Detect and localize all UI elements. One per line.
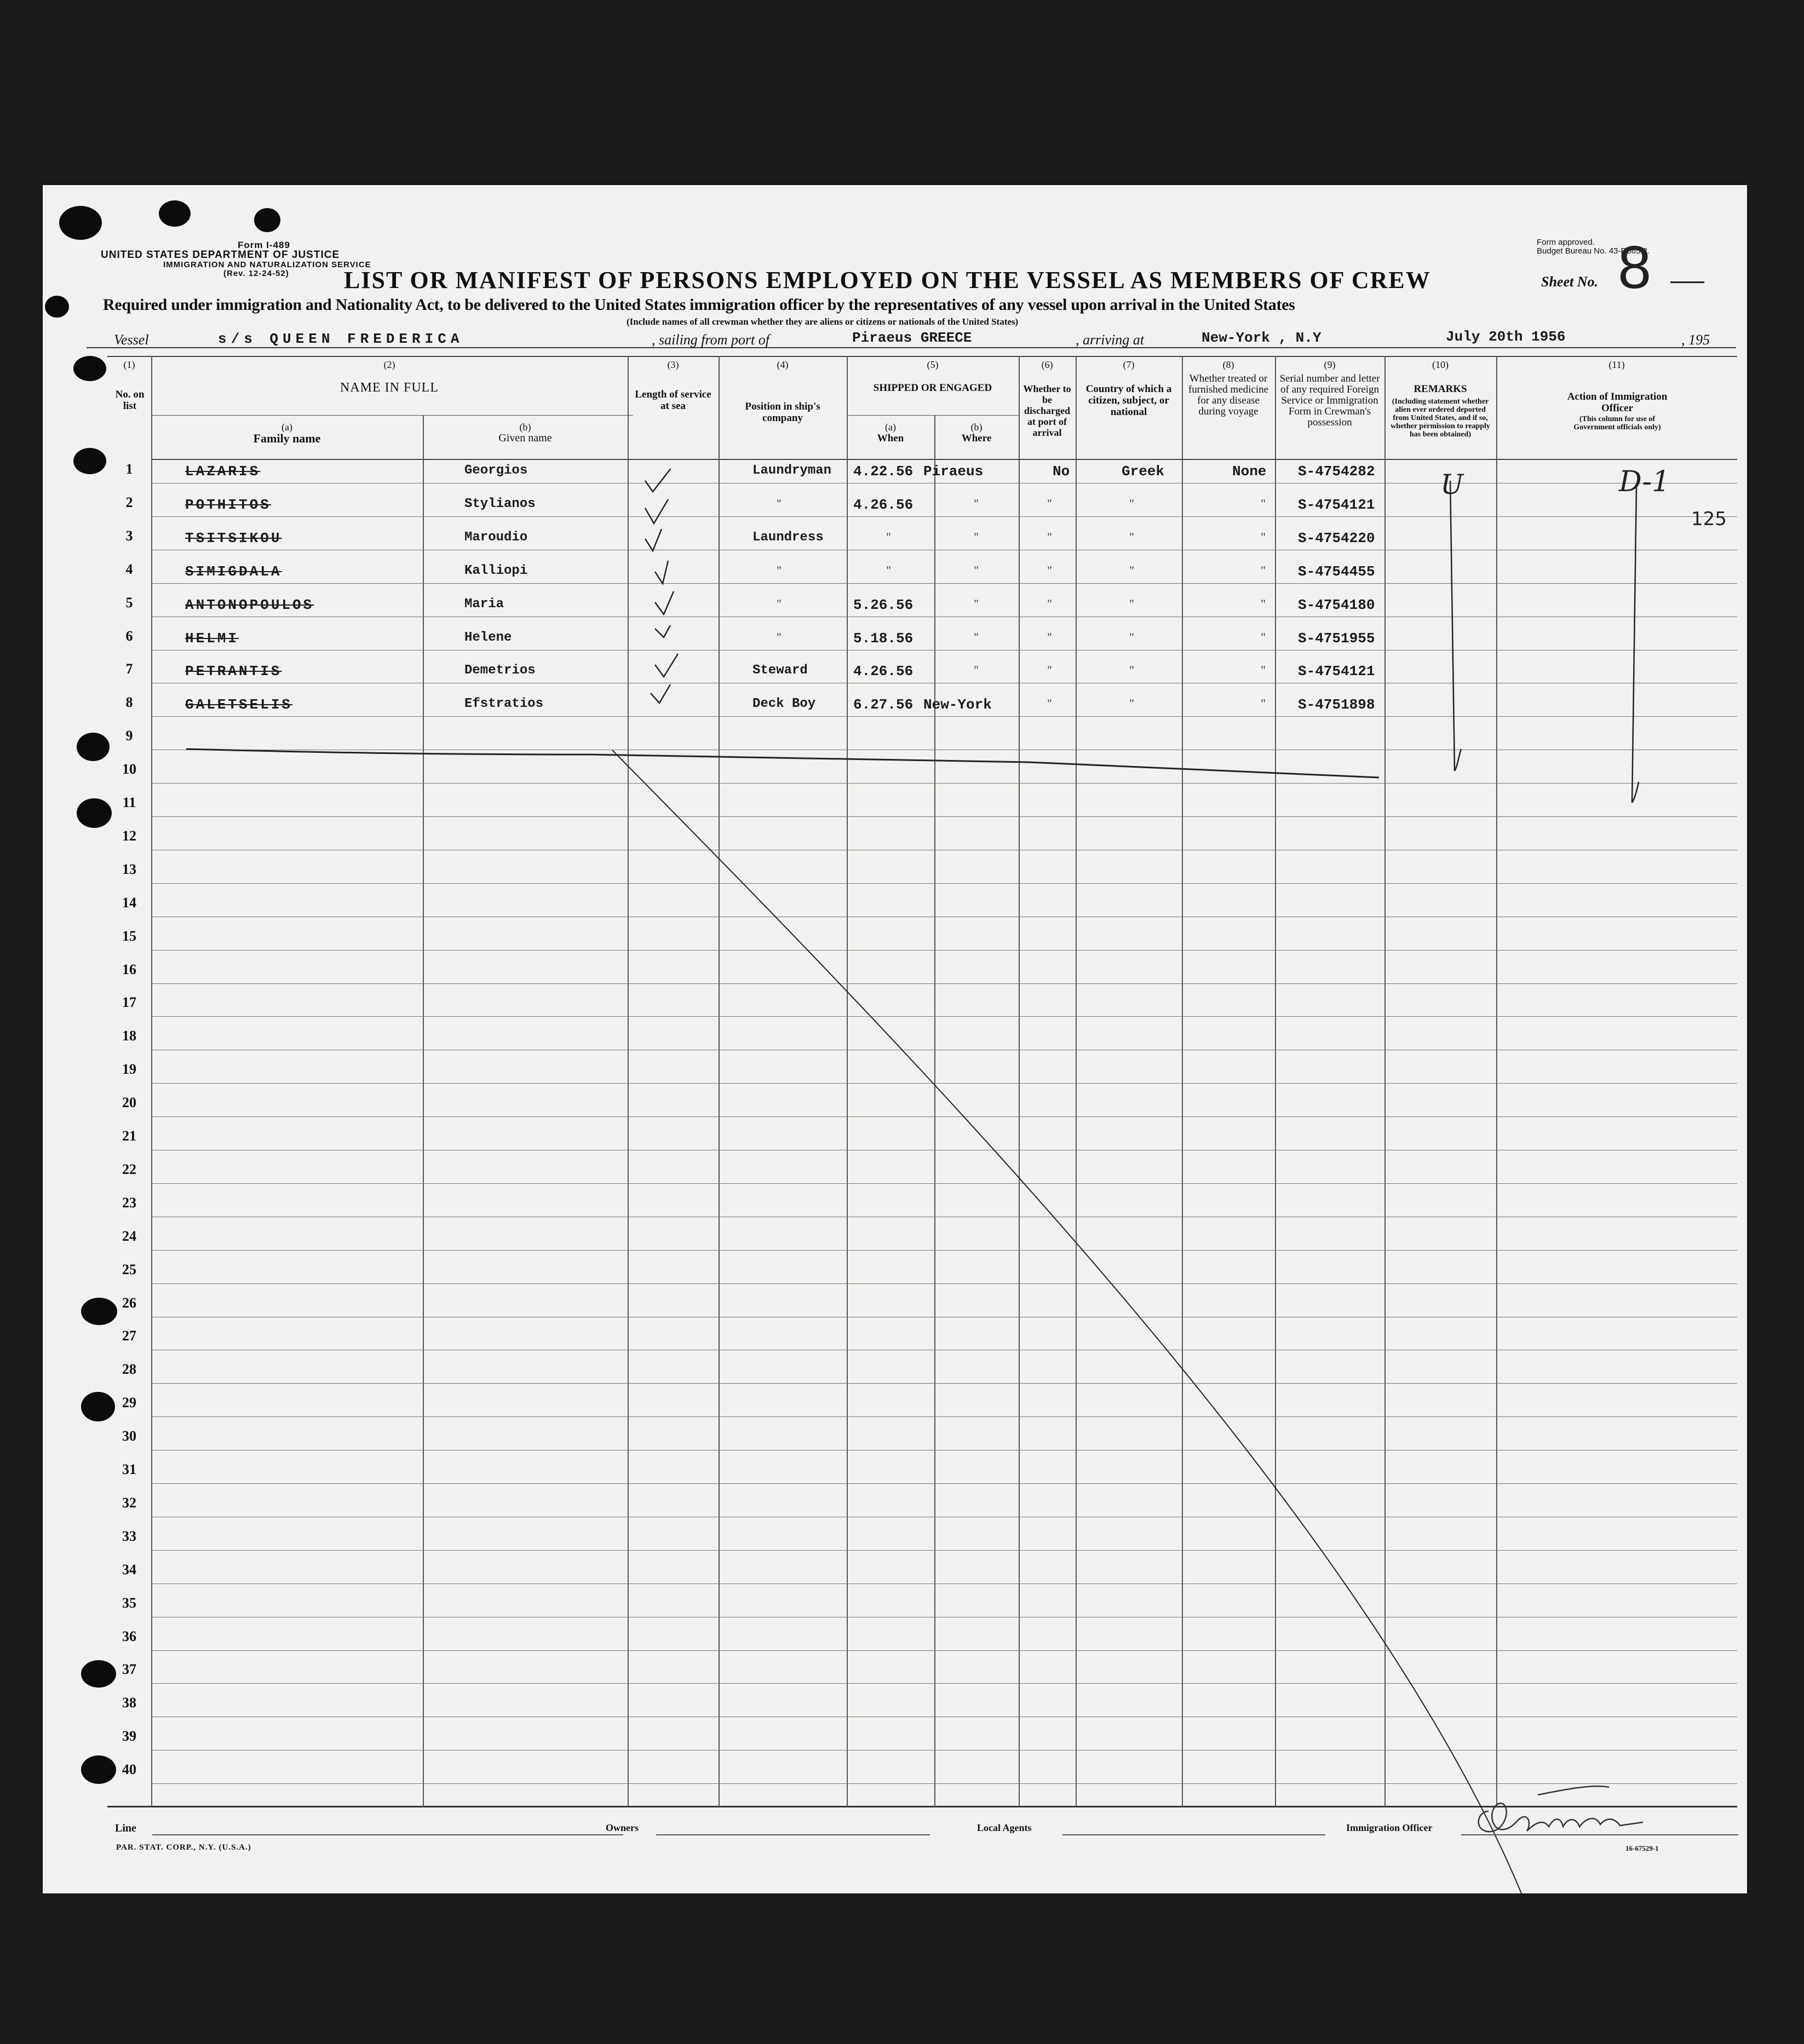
row-number: 25 bbox=[122, 1261, 136, 1277]
row-number: 22 bbox=[122, 1161, 136, 1177]
row-number: 26 bbox=[122, 1294, 136, 1311]
row-number: 14 bbox=[122, 894, 136, 911]
country-cell: " bbox=[1129, 663, 1134, 677]
manifest-sheet bbox=[43, 185, 1747, 1893]
medicine-cell: " bbox=[1261, 630, 1266, 644]
col1-number: (1) bbox=[123, 359, 135, 370]
col5-header: SHIPPED OR ENGAGED bbox=[873, 382, 992, 394]
budget-bureau: Budget Bureau No. 43-R065.2. bbox=[1537, 246, 1650, 256]
owners-label: Owners bbox=[606, 1822, 639, 1833]
country-cell: Greek bbox=[1122, 463, 1165, 480]
row-number: 34 bbox=[122, 1561, 136, 1577]
row-number: 2 bbox=[125, 494, 133, 510]
row-number: 28 bbox=[122, 1361, 136, 1378]
serial-number-cell: S-4754180 bbox=[1298, 596, 1375, 613]
shipped-where-cell: New-York bbox=[923, 696, 992, 713]
row-number: 11 bbox=[122, 794, 136, 810]
shipped-where-cell: " bbox=[974, 663, 979, 677]
col10-number: (10) bbox=[1432, 359, 1449, 370]
department-name: UNITED STATES DEPARTMENT OF JUSTICE bbox=[101, 249, 340, 261]
shipped-where-cell: " bbox=[974, 529, 979, 544]
action-handwritten-mark: D-1 bbox=[1619, 465, 1670, 498]
manifest-title: LIST OR MANIFEST OF PERSONS EMPLOYED ON THE VESSEL AS MEMBERS OF CREW bbox=[344, 267, 1431, 293]
closing-lines bbox=[43, 185, 1747, 1893]
serial-number-cell: S-4754121 bbox=[1298, 496, 1375, 513]
row-number: 38 bbox=[122, 1695, 136, 1711]
discharged-cell: No bbox=[1053, 463, 1070, 480]
given-name-cell: Maria bbox=[464, 596, 504, 612]
medicine-cell: " bbox=[1261, 663, 1266, 677]
medicine-cell: None bbox=[1232, 463, 1267, 480]
given-name-cell: Efstratios bbox=[464, 696, 544, 712]
position-cell: " bbox=[777, 630, 782, 644]
position-cell: " bbox=[777, 563, 782, 577]
row-number: 20 bbox=[122, 1095, 136, 1111]
row-number: 3 bbox=[125, 527, 133, 544]
col9-header: Serial number and letter of any required Foreign Service or Immigration Form in Crewman's possession bbox=[1279, 373, 1380, 428]
col3-header: Length of service at sea bbox=[635, 389, 711, 412]
local-agents-label: Local Agents bbox=[977, 1822, 1032, 1833]
medicine-cell: " bbox=[1261, 496, 1266, 510]
form-number: Form I-489 bbox=[238, 240, 290, 250]
shipped-where-cell: Piraeus bbox=[923, 463, 984, 480]
given-name-cell: Georgios bbox=[464, 463, 528, 478]
discharged-cell: " bbox=[1047, 630, 1052, 644]
year-suffix: , 195 bbox=[1681, 332, 1710, 348]
sailing-port: Piraeus GREECE bbox=[852, 330, 972, 346]
col10-note: (Including statement whether alien ever ordered deported from United States, and if so, whether permission to reapply has been obtained) bbox=[1391, 398, 1490, 439]
given-name-cell: Demetrios bbox=[464, 663, 536, 678]
sailing-label: , sailing from port of bbox=[652, 332, 770, 348]
remarks-handwritten-mark: U bbox=[1440, 469, 1464, 500]
diagonal-cancel-line bbox=[612, 750, 1521, 1893]
row-number: 16 bbox=[122, 961, 136, 977]
family-name-cell: POTHITOS bbox=[185, 496, 271, 513]
medicine-cell: " bbox=[1261, 596, 1266, 611]
serial-number-cell: S-4754455 bbox=[1298, 563, 1375, 580]
officer-signature bbox=[1467, 1778, 1653, 1850]
row-number: 5 bbox=[125, 594, 133, 611]
col5a-header: When bbox=[877, 433, 904, 444]
col5b-header: Where bbox=[961, 433, 992, 444]
col11-number: (11) bbox=[1608, 359, 1625, 370]
col11-note: (This column for use of Government officials only) bbox=[1573, 415, 1661, 431]
col2a-number: (a) bbox=[281, 422, 292, 433]
row-number: 36 bbox=[122, 1628, 136, 1644]
position-cell: " bbox=[777, 596, 782, 611]
row-number: 29 bbox=[122, 1395, 136, 1411]
arrival-date: July 20th 1956 bbox=[1446, 329, 1566, 345]
margin-stamp-number: 125 bbox=[1691, 508, 1727, 530]
vessel-name: s/s QUEEN FREDERICA bbox=[218, 331, 464, 347]
col2b-header: Given name bbox=[498, 432, 552, 444]
shipped-where-cell: " bbox=[974, 496, 979, 510]
position-cell: " bbox=[777, 496, 782, 510]
form-approved: Form approved. bbox=[1537, 238, 1595, 247]
serial-number-cell: S-4751898 bbox=[1298, 696, 1375, 713]
sheet-label: Sheet No. bbox=[1541, 274, 1598, 290]
col5b-number: (b) bbox=[970, 422, 983, 433]
row-number: 8 bbox=[125, 694, 133, 711]
country-cell: " bbox=[1129, 696, 1134, 711]
arriving-port: New-York , N.Y bbox=[1202, 330, 1322, 346]
owners-field bbox=[656, 1834, 930, 1835]
given-name-cell: Maroudio bbox=[464, 529, 528, 545]
shipped-where-cell: " bbox=[974, 630, 979, 644]
country-cell: " bbox=[1129, 529, 1134, 544]
family-name-cell: SIMIGDALA bbox=[185, 563, 282, 580]
family-name-cell: HELMI bbox=[185, 630, 239, 647]
shipped-when-cell: 6.27.56 bbox=[853, 696, 914, 713]
shipped-when-cell: " bbox=[886, 563, 891, 577]
col4-header: Position in ship's company bbox=[745, 401, 820, 424]
discharged-cell: " bbox=[1047, 563, 1052, 577]
shipped-where-cell: " bbox=[974, 596, 979, 611]
family-name-cell: LAZARIS bbox=[185, 463, 261, 480]
row-number: 4 bbox=[125, 561, 133, 577]
position-cell: Steward bbox=[752, 663, 808, 678]
row-number: 27 bbox=[122, 1328, 136, 1344]
col7-number: (7) bbox=[1123, 359, 1135, 370]
col11-header: Action of Immigration Officer bbox=[1567, 391, 1668, 414]
position-cell: Laundress bbox=[752, 529, 824, 545]
serial-number-cell: S-4754121 bbox=[1298, 663, 1375, 680]
row-number: 35 bbox=[122, 1594, 136, 1611]
row-number: 39 bbox=[122, 1728, 136, 1744]
row-number: 13 bbox=[122, 861, 136, 877]
manifest-subtitle: Required under immigration and Nationality Act, to be delivered to the United States immigration officer by the representatives of any vessel upon arrival in the United States bbox=[103, 296, 1295, 314]
revision-date: (Rev. 12-24-52) bbox=[223, 269, 289, 278]
row-number: 9 bbox=[125, 728, 133, 744]
arriving-label: , arriving at bbox=[1076, 332, 1144, 348]
col9-number: (9) bbox=[1324, 359, 1336, 370]
row-number: 7 bbox=[125, 661, 133, 677]
local-agents-field bbox=[1062, 1834, 1325, 1835]
end-of-list-line bbox=[186, 749, 1379, 778]
discharged-cell: " bbox=[1047, 596, 1052, 611]
line-field bbox=[152, 1834, 623, 1835]
row-number: 37 bbox=[122, 1661, 136, 1678]
row-number: 24 bbox=[122, 1228, 136, 1244]
col5a-number: (a) bbox=[885, 422, 896, 433]
country-cell: " bbox=[1129, 596, 1134, 611]
col6-header: Whether to be discharged at port of arrival bbox=[1023, 383, 1071, 438]
shipped-when-cell: 4.26.56 bbox=[853, 496, 914, 513]
position-cell: Deck Boy bbox=[752, 696, 816, 712]
col8-number: (8) bbox=[1222, 359, 1234, 370]
discharged-cell: " bbox=[1047, 496, 1052, 510]
shipped-when-cell: 5.18.56 bbox=[853, 630, 914, 647]
row-number: 40 bbox=[122, 1761, 136, 1778]
family-name-cell: ANTONOPOULOS bbox=[185, 596, 314, 613]
discharged-cell: " bbox=[1047, 663, 1052, 677]
service-name: IMMIGRATION AND NATURALIZATION SERVICE bbox=[163, 260, 371, 269]
medicine-cell: " bbox=[1261, 563, 1266, 577]
given-name-cell: Stylianos bbox=[464, 496, 536, 511]
line-label: Line bbox=[115, 1822, 136, 1834]
country-cell: " bbox=[1129, 496, 1134, 510]
col3-number: (3) bbox=[667, 359, 679, 370]
vessel-label: Vessel bbox=[114, 332, 149, 348]
family-name-cell: GALETSELIS bbox=[185, 696, 293, 713]
row-number: 6 bbox=[125, 627, 133, 644]
position-cell: Laundryman bbox=[752, 463, 832, 478]
given-name-cell: Kalliopi bbox=[464, 563, 528, 578]
row-number: 10 bbox=[122, 761, 136, 778]
row-number: 1 bbox=[125, 461, 133, 477]
row-number: 31 bbox=[122, 1461, 136, 1477]
given-name-cell: Helene bbox=[464, 630, 512, 645]
col2-header: NAME IN FULL bbox=[340, 381, 439, 395]
shipped-when-cell: 4.22.56 bbox=[853, 463, 914, 480]
manifest-note: (Include names of all crewman whether they are aliens or citizens or nationals of the United States) bbox=[627, 316, 1019, 327]
row-number: 33 bbox=[122, 1528, 136, 1544]
country-cell: " bbox=[1129, 563, 1134, 577]
col5-number: (5) bbox=[927, 359, 939, 370]
medicine-cell: " bbox=[1261, 529, 1266, 544]
col2a-header: Family name bbox=[253, 431, 321, 445]
family-name-cell: PETRANTIS bbox=[185, 663, 282, 680]
row-number: 18 bbox=[122, 1028, 136, 1044]
col6-number: (6) bbox=[1041, 359, 1053, 370]
col2b-number: (b) bbox=[519, 422, 531, 433]
family-name-cell: TSITSIKOU bbox=[185, 529, 282, 546]
row-number: 21 bbox=[122, 1128, 136, 1144]
serial-number-cell: S-4754282 bbox=[1298, 463, 1375, 480]
medicine-cell: " bbox=[1261, 696, 1266, 711]
discharged-cell: " bbox=[1047, 529, 1052, 544]
shipped-when-cell: 4.26.56 bbox=[853, 663, 914, 680]
col4-number: (4) bbox=[777, 359, 789, 370]
serial-number-cell: S-4751955 bbox=[1298, 630, 1375, 647]
sheet-number: 8 bbox=[1618, 234, 1652, 301]
shipped-when-cell: " bbox=[886, 529, 891, 544]
row-number: 12 bbox=[122, 827, 136, 844]
row-number: 23 bbox=[122, 1194, 136, 1211]
row-number: 30 bbox=[122, 1428, 136, 1444]
col10-header: REMARKS bbox=[1414, 383, 1467, 395]
row-number: 17 bbox=[122, 994, 136, 1011]
shipped-when-cell: 5.26.56 bbox=[853, 596, 914, 613]
discharged-cell: " bbox=[1047, 696, 1052, 711]
immigration-officer-label: Immigration Officer bbox=[1346, 1822, 1433, 1833]
col1-header: No. on list bbox=[115, 389, 145, 412]
serial-number-cell: S-4754220 bbox=[1298, 529, 1375, 546]
col2-number: (2) bbox=[383, 359, 395, 370]
print-code: 16-67529-1 bbox=[1625, 1844, 1659, 1852]
shipped-where-cell: " bbox=[974, 563, 979, 577]
country-cell: " bbox=[1129, 630, 1134, 644]
row-number: 15 bbox=[122, 928, 136, 944]
row-number: 32 bbox=[122, 1494, 136, 1511]
col8-header: Whether treated or furnished medicine for any disease during voyage bbox=[1188, 373, 1269, 417]
col7-header: Country of which a citizen, subject, or national bbox=[1085, 383, 1172, 418]
row-number: 19 bbox=[122, 1061, 136, 1078]
printer-imprint: PAR. STAT. CORP., N.Y. (U.S.A.) bbox=[116, 1843, 251, 1852]
